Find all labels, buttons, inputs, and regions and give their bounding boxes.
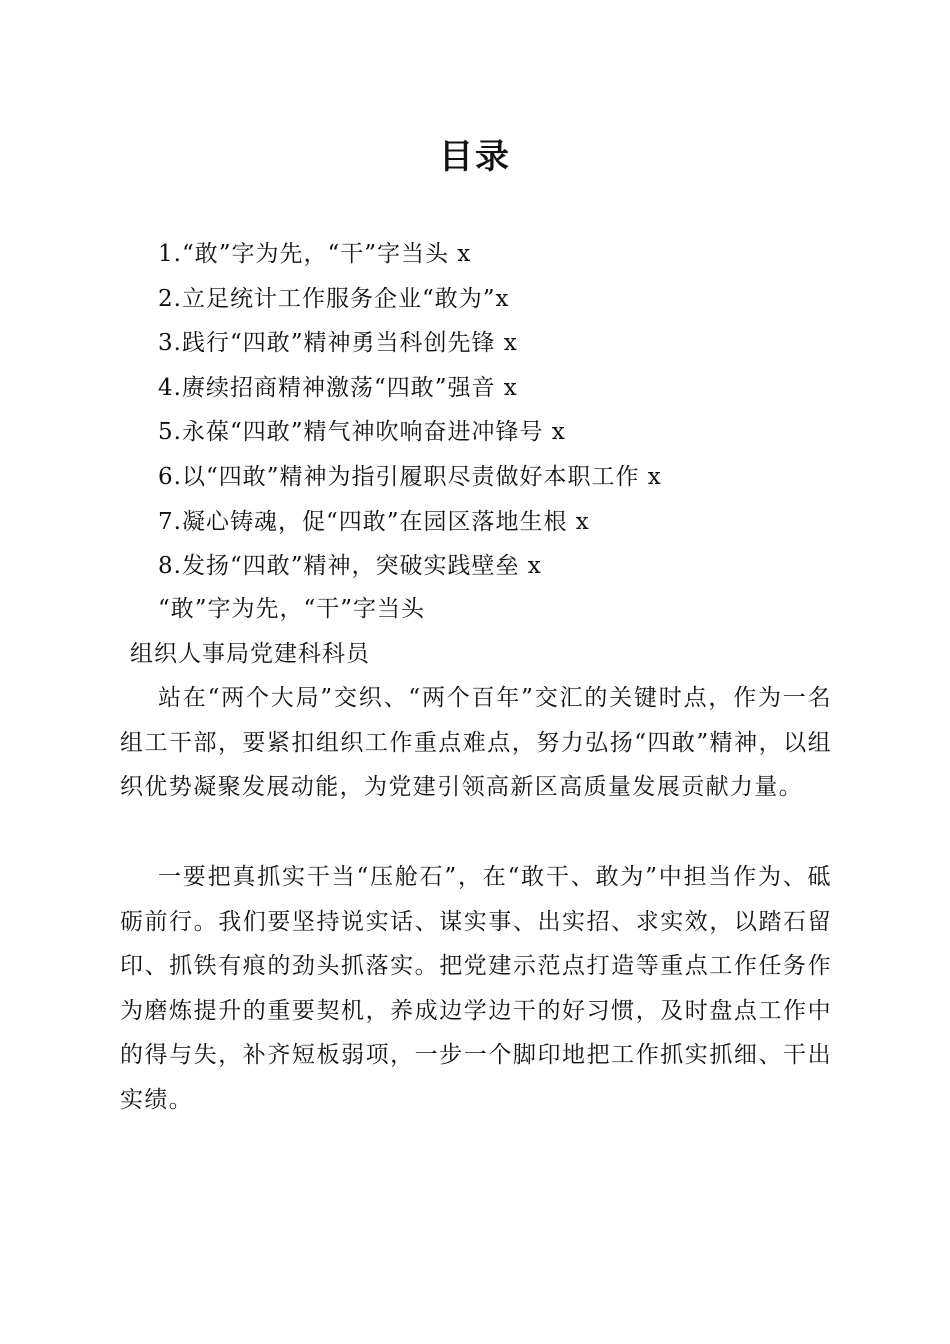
toc-item: 8.发扬“四敢”精神，突破实践壁垒 x	[158, 553, 542, 580]
toc-item: 3.践行“四敢”精神勇当科创先锋 x	[158, 330, 518, 357]
author-line: 组织人事局党建科科员	[130, 641, 370, 667]
toc-item: 5.永葆“四敢”精气神吹响奋进冲锋号 x	[158, 419, 566, 446]
toc-item: 6.以“四敢”精神为指引履职尽责做好本职工作 x	[158, 463, 662, 490]
body-paragraph: 站在“两个大局”交织、“两个百年”交汇的关键时点，作为一名组工干部，要紧扣组织工作重点难点，努力弘扬“四敢”精神，以组织优势凝聚发展动能，为党建引领高新区高质量发展贡献力量。	[120, 685, 832, 800]
toc-item: 2.立足统计工作服务企业“敢为”x	[158, 285, 510, 312]
page-title: 目录	[439, 137, 511, 177]
article-title: “敢”字为先，“干”字当头	[158, 596, 426, 622]
toc-item: 7.凝心铸魂，促“四敢”在园区落地生根 x	[158, 508, 590, 535]
toc-item: 1.“敢”字为先，“干”字当头 x	[158, 241, 472, 267]
toc-item: 4.赓续招商精神激荡“四敢”强音 x	[158, 374, 518, 401]
table-of-contents	[158, 232, 858, 589]
body-paragraph: 一要把真抓实干当“压舱石”，在“敢干、敢为”中担当作为、砥砺前行。我们要坚持说实话、谋实事、出实招、求实效，以踏石留印、抓铁有痕的劲头抓落实。把党建示范点打造等重点工作任务作为磨炼提升的重要契机，养成边学边干的好习惯，及时盘点工作中的得与失，补齐短板弱项，一步一个脚印地把工作抓实抓细、干出实绩。	[120, 864, 832, 1113]
